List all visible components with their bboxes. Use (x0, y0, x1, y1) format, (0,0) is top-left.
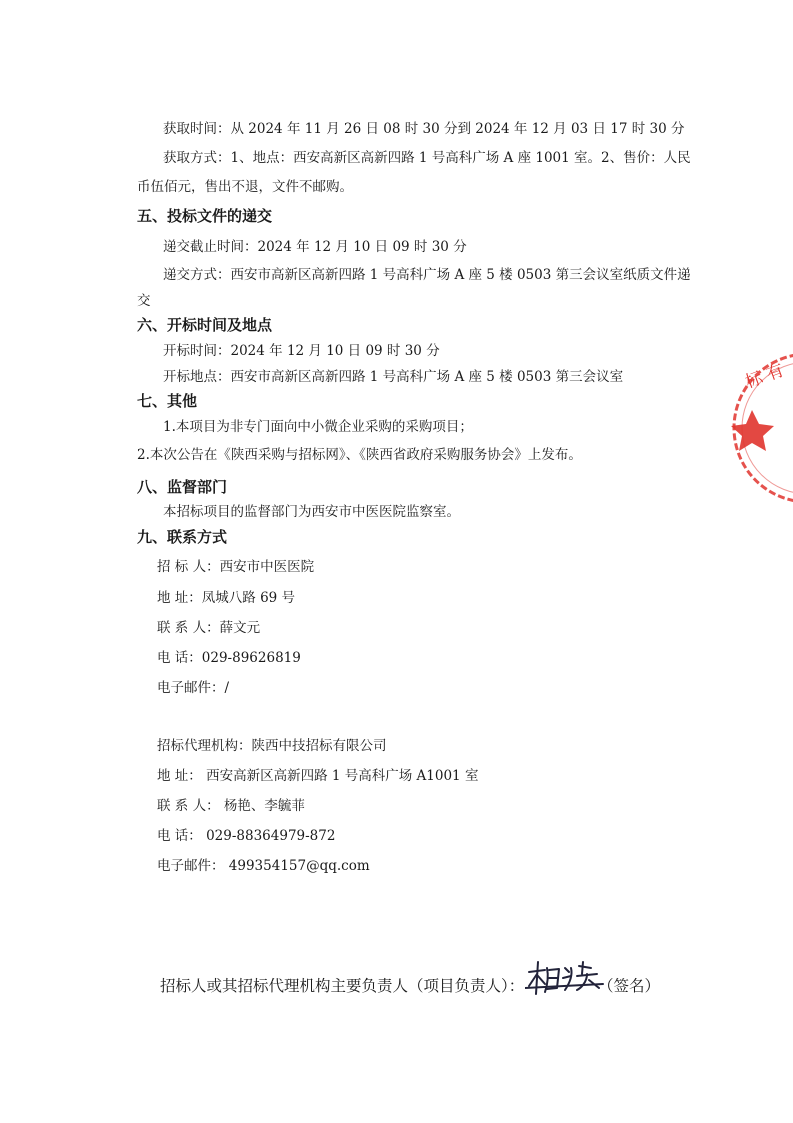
submission-method-line-2: 交 (137, 293, 151, 309)
other-item-1: 1.本项目为非专门面向中小微企业采购的采购项目； (163, 419, 473, 435)
agency-phone: 电 话： 029-88364979-872 (157, 828, 336, 844)
tenderer-address: 地 址：凤城八路 69 号 (157, 590, 296, 606)
other-item-2: 2.本次公告在《陕西采购与招标网》、《陕西省政府采购服务协会》上发布。 (137, 447, 582, 463)
agency-contact: 联 系 人： 杨艳、李毓菲 (157, 798, 305, 814)
tenderer-name: 招 标 人：西安市中医医院 (157, 559, 315, 575)
opening-place: 开标地点：西安市高新区高新四路 1 号高科广场 A 座 5 楼 0503 第三会议室 (163, 369, 624, 385)
opening-time: 开标时间：2024 年 12 月 10 日 09 时 30 分 (163, 343, 440, 359)
section7-heading: 七、其他 (137, 392, 198, 410)
tenderer-contact: 联 系 人：薛文元 (157, 620, 261, 636)
submission-deadline: 递交截止时间：2024 年 12 月 10 日 09 时 30 分 (163, 239, 467, 255)
submission-method-line-1: 递交方式：西安市高新区高新四路 1 号高科广场 A 座 5 楼 0503 第三会议室纸质文件递 (163, 267, 691, 283)
section6-heading: 六、开标时间及地点 (137, 316, 273, 334)
tenderer-phone: 电 话：029-89626819 (157, 650, 301, 666)
agency-address: 地 址： 西安高新区高新四路 1 号高科广场 A1001 室 (157, 768, 479, 784)
supervision-text: 本招标项目的监督部门为西安市中医医院监察室。 (163, 504, 460, 520)
red-seal-stamp (730, 348, 793, 508)
handwritten-signature (525, 958, 607, 998)
tenderer-email: 电子邮件：/ (157, 680, 230, 696)
signature-prefix: 招标人或其招标代理机构主要负责人（项目负责人）： (160, 977, 525, 995)
signature-suffix: （签名） (598, 977, 661, 995)
section9-heading: 九、联系方式 (137, 528, 228, 546)
section8-heading: 八、监督部门 (137, 478, 228, 496)
obtain-method-line-1: 获取方式：1、地点：西安高新区高新四路 1 号高科广场 A 座 1001 室。2、售价：人民 (163, 150, 691, 166)
section5-heading: 五、投标文件的递交 (137, 207, 273, 225)
agency-email: 电子邮件： 499354157@qq.com (157, 858, 370, 874)
obtain-method-line-2: 币伍佰元，售出不退，文件不邮购。 (137, 179, 353, 195)
obtain-time-line: 获取时间：从 2024 年 11 月 26 日 08 时 30 分到 2024 年 12 月 03 日 17 时 30 分 (163, 121, 685, 137)
agency-name: 招标代理机构：陕西中技招标有限公司 (157, 738, 387, 754)
seal-lettering: 标 有 (742, 360, 787, 393)
